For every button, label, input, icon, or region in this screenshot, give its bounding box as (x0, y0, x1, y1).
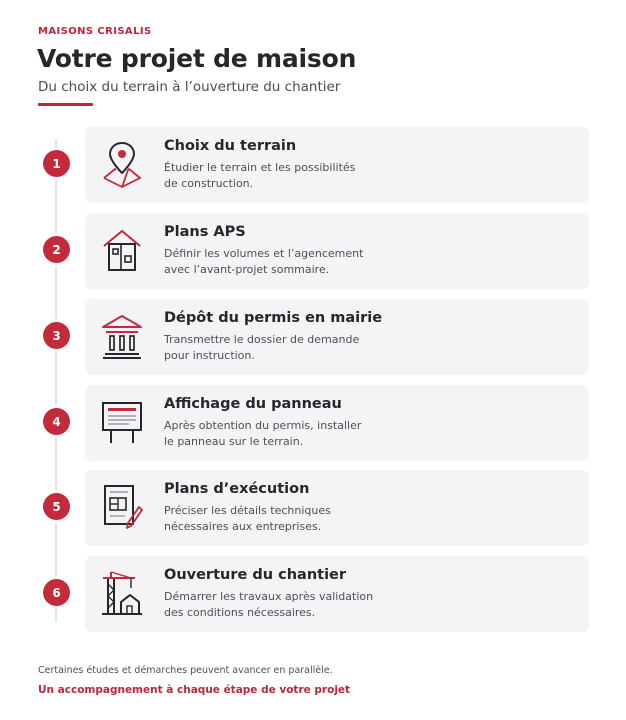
town-hall-icon (99, 311, 145, 361)
step-description: Transmettre le dossier de demande pour instruction. (164, 333, 360, 362)
step-4 (0, 385, 626, 461)
page-subtitle: Du choix du terrain à l’ouverture du chantier (38, 79, 341, 95)
step-number-badge: 3 (43, 322, 70, 349)
step-5 (0, 470, 626, 546)
step-card (85, 470, 589, 546)
step-description: Étudier le terrain et les possibilités de construction. (164, 161, 356, 190)
blueprint-pencil-icon (99, 482, 145, 532)
step-description: Après obtention du permis, installer le panneau sur le terrain. (164, 419, 362, 448)
signboard-icon (99, 397, 145, 447)
step-1 (0, 127, 626, 203)
step-title: Ouverture du chantier (164, 567, 347, 583)
title-accent-bar (38, 103, 93, 106)
step-3 (0, 299, 626, 375)
map-pin-icon (99, 139, 145, 189)
step-number-badge: 4 (43, 408, 70, 435)
step-title: Choix du terrain (164, 138, 297, 154)
step-card (85, 385, 589, 461)
step-card (85, 299, 589, 375)
step-card (85, 127, 589, 203)
step-title: Affichage du panneau (164, 396, 342, 412)
step-card (85, 213, 589, 289)
step-card (85, 556, 589, 632)
step-number-badge: 5 (43, 493, 70, 520)
step-title: Plans d’exécution (164, 481, 310, 497)
house-plan-icon (99, 225, 145, 275)
step-title: Dépôt du permis en mairie (164, 310, 383, 326)
crane-house-icon (99, 568, 145, 618)
tagline: Un accompagnement à chaque étape de votre projet (38, 684, 351, 696)
step-6 (0, 556, 626, 632)
step-description: Préciser les détails techniques nécessaires aux entreprises. (164, 504, 331, 533)
step-number-badge: 1 (43, 150, 70, 177)
step-title: Plans APS (164, 224, 246, 240)
step-number-badge: 6 (43, 579, 70, 606)
step-description: Démarrer les travaux après validation des conditions nécessaires. (164, 590, 374, 619)
page-title: Votre projet de maison (37, 44, 357, 73)
step-number-badge: 2 (43, 236, 70, 263)
step-description: Définir les volumes et l’agencement avec l’avant-projet sommaire. (164, 247, 364, 276)
step-2 (0, 213, 626, 289)
brand-label: MAISONS CRISALIS (38, 26, 152, 37)
footnote: Certaines études et démarches peuvent avancer en parallèle. (38, 665, 333, 676)
